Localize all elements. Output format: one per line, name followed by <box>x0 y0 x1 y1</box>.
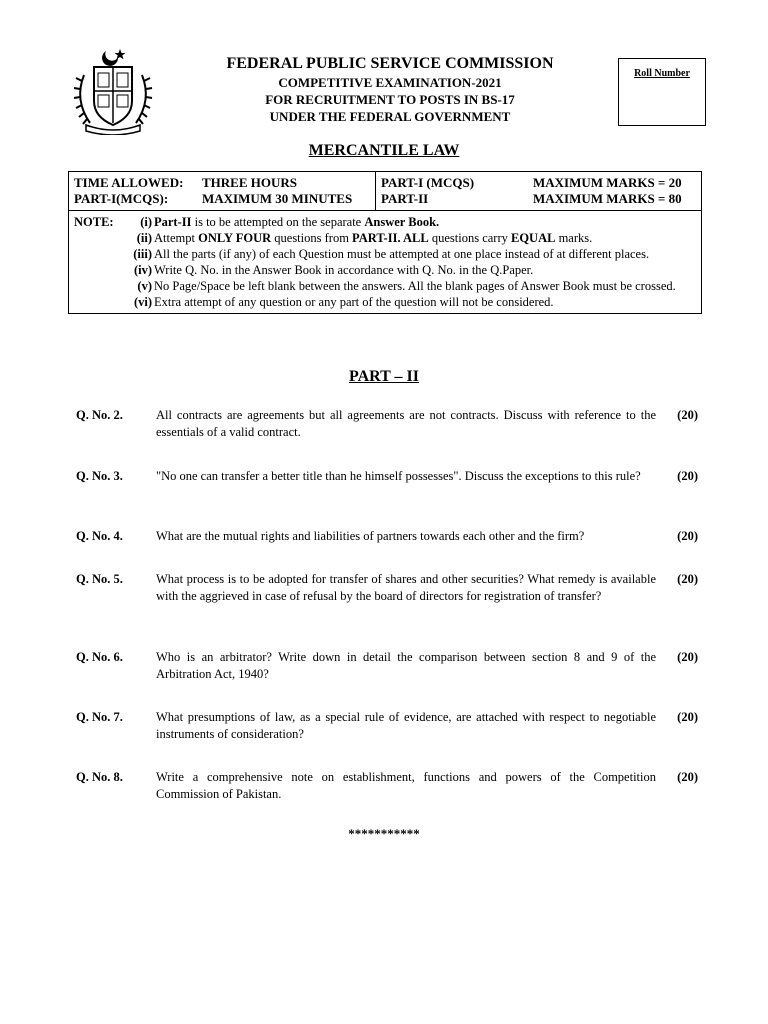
note-text: No Page/Space be left blank between the answers. All the blank pages of Answer Book must be crossed. <box>154 279 676 293</box>
government-emblem-icon <box>70 45 156 135</box>
note-text: Extra attempt of any question or any part of the question will not be considered. <box>154 295 554 309</box>
question-number: Q. No. 3. <box>76 469 123 483</box>
question-number: Q. No. 4. <box>76 529 123 543</box>
header <box>180 54 600 125</box>
note-text: Attempt <box>154 231 199 245</box>
note-item <box>74 214 696 230</box>
note-text: questions from <box>271 231 353 245</box>
question-marks: (20) <box>677 408 698 422</box>
recruitment-line: FOR RECRUITMENT TO POSTS IN BS-17 <box>265 92 515 107</box>
subject-title: MERCANTILE LAW <box>308 142 460 159</box>
note-number: (iv) <box>133 263 152 277</box>
question-marks: (20) <box>677 529 698 543</box>
note-text: marks. <box>555 231 593 245</box>
question-number: Q. No. 5. <box>76 572 123 586</box>
marks-cell <box>376 172 702 211</box>
note-item <box>74 262 696 278</box>
note-emphasis: EQUAL <box>511 231 556 245</box>
note-item <box>74 246 696 262</box>
note-emphasis: Answer Book. <box>364 215 440 229</box>
exam-info-table <box>68 171 702 314</box>
exam-name: COMPETITIVE EXAMINATION-2021 <box>278 75 502 90</box>
note-item <box>74 294 696 310</box>
question-text: All contracts are agreements but all agreements are not contracts. Discuss with reference to the essentials of a valid contract. <box>156 408 656 439</box>
note-number: (i) <box>140 215 152 229</box>
question-number: Q. No. 6. <box>76 650 123 664</box>
part1-label: PART-I (MCQS) <box>381 175 475 190</box>
question-marks: (20) <box>677 572 698 586</box>
question-marks: (20) <box>677 710 698 724</box>
note-text: All the parts (if any) of each Question must be attempted at one place instead of at different places. <box>154 247 650 261</box>
question-number: Q. No. 2. <box>76 408 123 422</box>
roll-number-label: Roll Number <box>634 68 690 79</box>
note-number: (ii) <box>136 231 152 245</box>
note-number: (vi) <box>133 295 152 309</box>
government-line: UNDER THE FEDERAL GOVERNMENT <box>269 109 511 124</box>
question-text: What presumptions of law, as a special rule of evidence, are attached with respect to negotiable instruments of consideration? <box>156 710 656 741</box>
note-item <box>74 278 696 294</box>
question-text: What process is to be adopted for transfer of shares and other securities? What remedy is available with the aggrieved in case of refusal by the board of directors for registration of transfer? <box>156 572 656 603</box>
part-title: PART – II <box>349 368 419 385</box>
note-item <box>74 230 696 246</box>
mcq-value: MAXIMUM 30 MINUTES <box>202 191 353 206</box>
end-marker: *********** <box>348 826 420 841</box>
organization-title: FEDERAL PUBLIC SERVICE COMMISSION <box>226 55 554 72</box>
time-label: TIME ALLOWED: <box>74 175 184 190</box>
question-text: What are the mutual rights and liabilities of partners towards each other and the firm? <box>156 529 585 543</box>
note-number: (iii) <box>133 247 152 261</box>
note-text: Write Q. No. in the Answer Book in accordance with Q. No. in the Q.Paper. <box>154 263 534 277</box>
notes-cell <box>69 211 702 314</box>
question-marks: (20) <box>677 770 698 784</box>
part2-marks: MAXIMUM MARKS = 80 <box>533 191 682 206</box>
question-marks: (20) <box>677 469 698 483</box>
roll-number-box[interactable] <box>618 58 706 126</box>
question-text: Write a comprehensive note on establishment, functions and powers of the Competition Commission of Pakistan. <box>156 770 656 801</box>
note-emphasis: PART-II. ALL <box>352 231 429 245</box>
note-text: questions carry <box>428 231 511 245</box>
time-cell <box>69 172 376 211</box>
question-number: Q. No. 7. <box>76 710 123 724</box>
note-emphasis: ONLY FOUR <box>198 231 272 245</box>
question-text: "No one can transfer a better title than he himself possesses". Discuss the exceptions to this rule? <box>156 469 641 483</box>
question-marks: (20) <box>677 650 698 664</box>
note-emphasis: Part-II <box>154 215 192 229</box>
note-number: (v) <box>137 279 152 293</box>
mcq-label: PART-I(MCQS): <box>74 191 169 206</box>
question-text: Who is an arbitrator? Write down in detail the comparison between section 8 and 9 of the Arbitration Act, 1940? <box>156 650 656 681</box>
question-number: Q. No. 8. <box>76 770 123 784</box>
part1-marks: MAXIMUM MARKS = 20 <box>533 175 682 190</box>
note-text: is to be attempted on the separate <box>191 215 365 229</box>
note-title: NOTE: <box>74 215 114 229</box>
time-value: THREE HOURS <box>202 175 297 190</box>
part2-label: PART-II <box>381 191 429 206</box>
